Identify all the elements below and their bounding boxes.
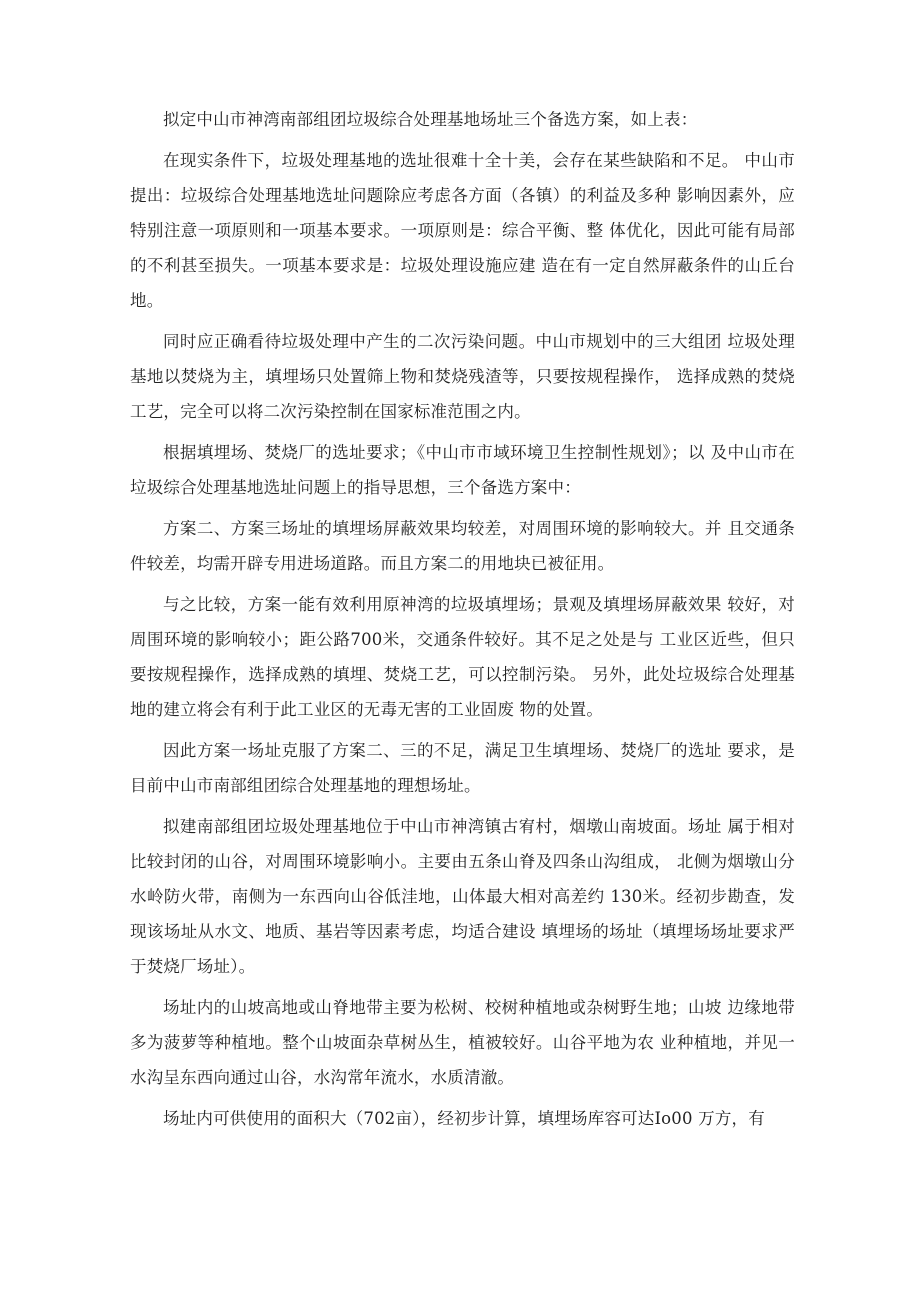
paragraph-options-two-three: 方案二、方案三场址的填埋场屏蔽效果均较差，对周围环境的影响较大。并 且交通条件较差，均需开辟专用进场道路。而且方案二的用地块已被征用。 <box>130 519 795 573</box>
paragraph-secondary-pollution: 同时应正确看待垃圾处理中产生的二次污染问题。中山市规划中的三大组团 垃圾处理基地以焚烧为主，填埋场只处置筛上物和焚烧残渣等，只要按规程操作， 选择成熟的焚烧工艺，完全可以将二次污染控制在国家标准范围之内。 <box>130 332 795 421</box>
paragraph-selection-basis: 根据填埋场、焚烧厂的选址要求；《中山市市域环境卫生控制性规划》；以 及中山市在垃圾综合处理基地选址问题上的指导思想，三个备选方案中： <box>130 443 795 497</box>
paragraph-site-location: 拟建南部组团垃圾处理基地位于中山市神湾镇古宥村，烟墩山南坡面。场址 属于相对比较封闭的山谷，对周围环境影响小。主要由五条山脊及四条山沟组成， 北侧为烟墩山分水岭防火带，南侧为一东西向山谷低洼地，山体最大相对高差约 130米。经初步勘查，发现该场址从水文、地质、基岩等因素考虑，均适合建设 填埋场的场址（填埋场场址要求严于焚烧厂场址）。 <box>130 817 795 976</box>
paragraph-vegetation: 场址内的山坡高地或山脊地带主要为松树、校树种植地或杂树野生地；山坡 边缘地带多为菠萝等种植地。整个山坡面杂草树丛生，植被较好。山谷平地为农 业种植地，并见一水沟呈东西向通过山谷，水沟常年流水，水质清澈。 <box>130 998 795 1087</box>
paragraph-capacity: 场址内可供使用的面积大（702亩），经初步计算，填埋场库容可达Io00 万方，有 <box>163 1109 765 1128</box>
paragraph-site-options: 拟定中山市神湾南部组团垃圾综合处理基地场址三个备选方案，如上表： <box>163 110 698 129</box>
paragraph-siting-principles: 在现实条件下，垃圾处理基地的选址很难十全十美，会存在某些缺陷和不足。 中山市提出：垃圾综合处理基地选址问题除应考虑各方面（各镇）的利益及多种 影响因素外，应特别注意一项原则和一项基本要求。一项原则是：综合平衡、整 体优化，因此可能有局部的不利甚至损失。一项基本要求是：垃圾处理设施应建 造在有一定自然屏蔽条件的山丘台地。 <box>130 151 795 310</box>
document-body <box>130 102 795 1142</box>
paragraph-option-one-comparison: 与之比较，方案一能有效利用原神湾的垃圾填埋场；景观及填埋场屏蔽效果 较好，对周围环境的影响较小；距公路700米，交通条件较好。其不足之处是与 工业区近些，但只要按规程操作，选择成熟的填埋、焚烧工艺，可以控制污染。 另外，此处垃圾综合处理基地的建立将会有利于此工业区的无毒无害的工业固废 物的处置。 <box>130 595 795 719</box>
paragraph-conclusion: 因此方案一场址克服了方案二、三的不足，满足卫生填埋场、焚烧厂的选址 要求，是目前中山市南部组团综合处理基地的理想场址。 <box>130 741 795 795</box>
